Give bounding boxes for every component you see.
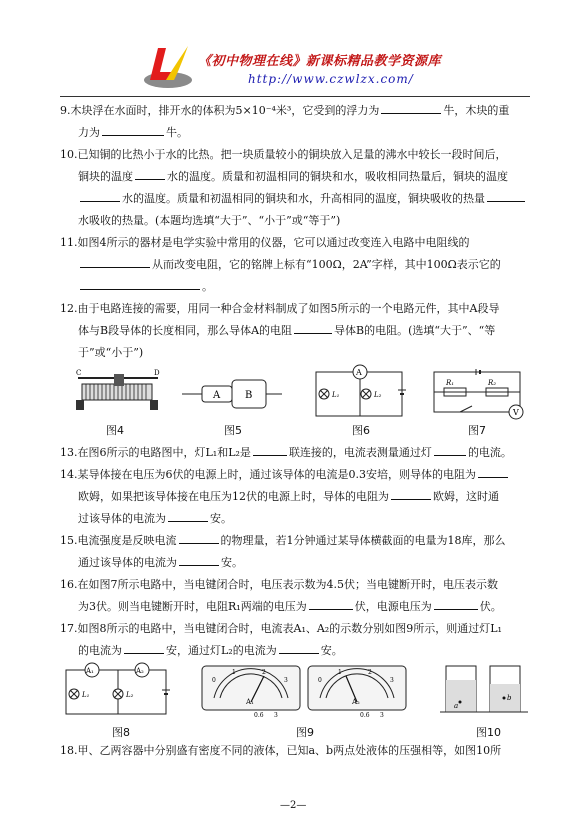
fig6-ammeter-label: A — [356, 368, 362, 377]
question-16: 16.在如图7所示电路中，当电键闭合时，电压表示数为4.5伏；当电键断开时，电压表示数 为3伏。则当电键断开时，电阻R₁两端的电压为 伏，电源电压为 伏。 — [60, 578, 502, 613]
fig7-caption: 图7 — [468, 424, 486, 437]
question-11: 11.如图4所示的器材是电学实验中常用的仪器，它可以通过改变连入电路中电阻线的 从而改变电阻，它的铭牌上标有“100Ω，2A”字样，其中100Ω表示它的 。 — [60, 236, 501, 293]
fig9-a1-range-big: 0.6 — [254, 712, 264, 719]
fig6-l2-label: L₂ — [374, 391, 382, 399]
circuit-fig7 — [430, 364, 530, 422]
answer-blank[interactable] — [80, 189, 120, 202]
header-divider — [60, 96, 530, 97]
question-10: 10.已知铜的比热小于水的比热。把一块质量较小的铜块放入足量的沸水中较长一段时间后， 铜块的温度 水的温度。质量和初温相同的铜块和水，吸收相同热量后，铜块的温度 水的温度。质量和初温相同的铜块和水，升高相同的温度，铜块吸收的热量 水吸收的热量。(本题均选填“大于”、“小于”或“等于”) — [60, 144, 530, 232]
fig8-a2-label: A₂ — [136, 667, 144, 675]
fig8-l2-label: L₂ — [126, 691, 134, 699]
fig8-a1-label: A₁ — [86, 667, 94, 675]
fig6-caption: 图6 — [352, 424, 370, 437]
fig5-label-b: B — [245, 390, 253, 401]
answer-blank[interactable] — [135, 167, 165, 180]
answer-blank[interactable] — [279, 641, 319, 654]
question-17: 17.如图8所示的电路中，当电键闭合时，电流表A₁、A₂的示数分别如图9所示，则通过灯L₁ 的电流为 安，通过灯L₂的电流为 安。 — [60, 622, 502, 657]
answer-blank[interactable] — [434, 443, 466, 456]
fig9-a2-range-small: 3 — [380, 712, 384, 719]
fig9-a2-tick-0: 0 — [318, 677, 322, 684]
answer-blank[interactable] — [124, 641, 164, 654]
question-number: 9. — [60, 104, 71, 117]
question-18: 18.甲、乙两容器中分别盛有密度不同的液体，已知a、b两点处液体的压强相等，如图10所 — [60, 744, 502, 757]
figures-4-7 — [60, 364, 530, 442]
fig9-a1-tick-0: 0 — [212, 677, 216, 684]
containers-fig10 — [440, 662, 530, 720]
answer-blank[interactable] — [80, 277, 200, 290]
fig9-a1-tick-1: 1 — [232, 669, 236, 676]
answer-blank[interactable] — [168, 509, 208, 522]
page-number: —2— — [280, 800, 307, 811]
fig7-voltmeter-label: V — [513, 408, 519, 417]
fig4-caption: 图4 — [106, 424, 124, 437]
fig5-caption: 图5 — [224, 424, 242, 437]
fig9-a1-tick-3: 3 — [284, 677, 288, 684]
answer-blank[interactable] — [179, 553, 219, 566]
fig10-point-a: a — [454, 702, 459, 710]
ammeter-a2-dial — [308, 666, 406, 719]
answer-blank[interactable] — [253, 443, 287, 456]
answer-blank[interactable] — [309, 597, 353, 610]
fig9-caption: 图9 — [296, 726, 314, 739]
answer-blank[interactable] — [381, 101, 441, 114]
answer-blank[interactable] — [391, 487, 431, 500]
circuit-fig6 — [310, 364, 410, 422]
question-13: 13.在图6所示的电路图中，灯L₁和L₂是 联连接的，电流表测量通过灯 的电流。 — [60, 442, 530, 464]
fig9-a1-tick-2: 2 — [262, 669, 266, 676]
fig9-a2-tick-3: 3 — [390, 677, 394, 684]
site-title: 《初中物理在线》新课标精品教学资源库 — [198, 54, 442, 69]
conductor-ab-diagram — [182, 374, 282, 414]
question-9: 9.木块浮在水面时，排开水的体积为5×10⁻⁴米³，它受到的浮力为 牛，木块的重 力为 牛。 — [60, 100, 530, 144]
answer-blank[interactable] — [478, 465, 508, 478]
page-header — [0, 0, 580, 92]
question-12: 12.由于电路连接的需要，用同一种合金材料制成了如图5所示的一个电路元件，其中A段导 体与B段导体的长度相同，那么导体A的电阻 导体B的电阻。(选填“大于”、“等 于”或“小于”) — [60, 302, 500, 359]
fig8-caption: 图8 — [112, 726, 130, 739]
fig9-a2-range-big: 0.6 — [360, 712, 370, 719]
answer-blank[interactable] — [80, 255, 150, 268]
site-logo-icon — [140, 40, 196, 92]
fig7-r1-label: R₁ — [446, 379, 455, 387]
ammeter-a1-dial — [202, 666, 300, 719]
fig9-a2-tick-2: 2 — [368, 669, 372, 676]
figures-8-10 — [60, 662, 530, 740]
fig4-label-d: D — [154, 369, 160, 377]
ammeter-dials-fig9 — [200, 662, 410, 720]
fig5-label-a: A — [213, 390, 221, 401]
answer-blank[interactable] — [434, 597, 478, 610]
answer-blank[interactable] — [179, 531, 219, 544]
site-url[interactable]: http://www.czwlzx.com/ — [248, 72, 414, 86]
fig6-l1-label: L₁ — [332, 391, 340, 399]
answer-blank[interactable] — [102, 123, 164, 136]
answer-blank[interactable] — [294, 321, 332, 334]
fig9-a1-range-small: 3 — [274, 712, 278, 719]
fig4-label-c: C — [76, 369, 82, 377]
questions-area — [60, 100, 530, 762]
fig8-l1-label: L₁ — [82, 691, 90, 699]
question-14: 14.某导体接在电压为6伏的电源上时，通过该导体的电流是0.3安培，则导体的电阻为 欧姆，如果把该导体接在电压为12伏的电源上时，导体的电阻为 欧姆，这时通 过该导体的电流为 安。 — [60, 464, 530, 530]
answer-blank[interactable] — [487, 189, 525, 202]
fig9-a2-tick-1: 1 — [338, 669, 342, 676]
circuit-fig8 — [62, 662, 172, 720]
rheostat-diagram — [74, 366, 164, 424]
fig10-point-b: b — [507, 694, 512, 702]
fig10-caption: 图10 — [476, 726, 501, 739]
fig9-a2-label: A₂ — [352, 698, 360, 706]
fig7-r2-label: R₂ — [488, 379, 497, 387]
fig9-a1-label: A₁ — [246, 698, 254, 706]
question-15: 15.电流强度是反映电流 的物理量，若1分钟通过某导体横截面的电量为18库，那么 通过该导体的电流为 安。 — [60, 530, 530, 574]
